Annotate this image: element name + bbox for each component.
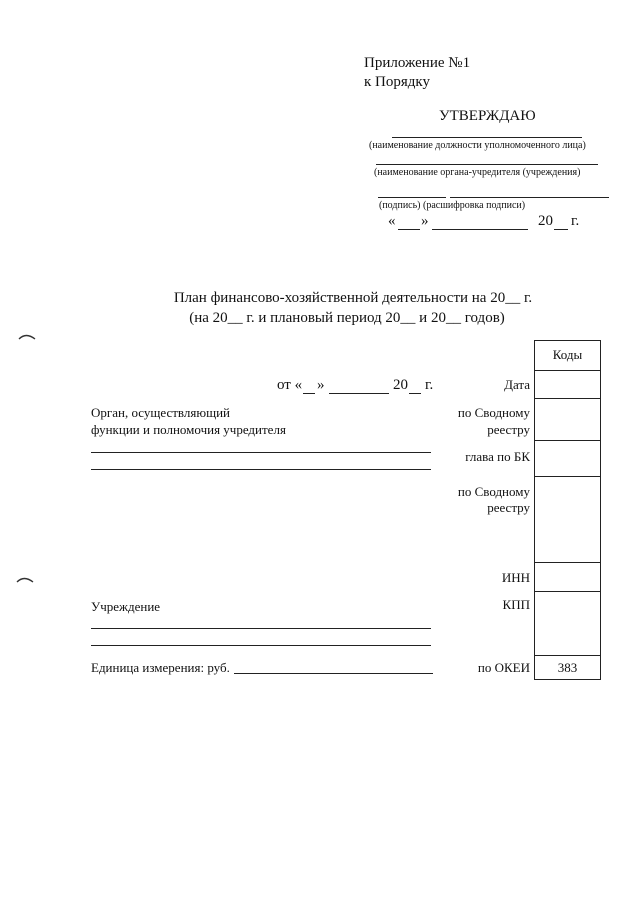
registry-label-1-line-2: реестру xyxy=(487,422,530,437)
okei-label: по ОКЕИ xyxy=(477,660,530,675)
codes-table xyxy=(534,340,601,680)
approval-month-line xyxy=(432,229,528,230)
plan-from-prefix: от « xyxy=(277,377,303,393)
plan-from-year: 20 xyxy=(393,377,408,393)
caption-position: (наименование должности уполномоченного лица) xyxy=(369,140,586,151)
institution-label: Учреждение xyxy=(91,599,161,614)
plan-title-line-2: (на 20__ г. и плановый период 20__ и 20__ годов) xyxy=(189,310,505,326)
plan-year-line xyxy=(409,393,421,394)
organ-line xyxy=(376,164,598,165)
approval-year-line xyxy=(554,229,568,230)
registry-label-2-line-2: реестру xyxy=(487,500,530,515)
codes-row-divider xyxy=(534,562,601,563)
approval-date-open: « xyxy=(388,213,396,229)
approval-date-year-suffix: г. xyxy=(571,213,580,229)
punch-hole-mark xyxy=(18,330,38,344)
okei-value: 383 xyxy=(557,660,578,675)
kpp-label: КПП xyxy=(502,597,530,612)
date-label: Дата xyxy=(504,377,530,392)
codes-row-divider xyxy=(534,591,601,592)
institution-fill-line-1 xyxy=(91,628,431,629)
plan-from-mid: » xyxy=(317,377,325,393)
appendix-line-1: Приложение №1 xyxy=(364,55,471,71)
registry-label-1-line-1: по Сводному xyxy=(457,405,530,420)
unit-label: Единица измерения: руб. xyxy=(91,660,230,675)
organ-label-line-2: функции и полномочия учредителя xyxy=(91,422,286,437)
position-line xyxy=(392,137,582,138)
registry-label-2-line-1: по Сводному xyxy=(457,484,530,499)
inn-label: ИНН xyxy=(501,570,530,585)
approve-title: УТВЕРЖДАЮ xyxy=(439,108,536,124)
punch-hole-mark xyxy=(16,573,36,587)
codes-row-divider xyxy=(534,370,601,371)
approval-date-year: 20 xyxy=(538,213,553,229)
plan-title-line-1: План финансово-хозяйственной деятельности на 20__ г. xyxy=(173,290,533,306)
organ-label-line-1: Орган, осуществляющий xyxy=(91,405,230,420)
bk-label: глава по БК xyxy=(465,449,530,464)
codes-header: Коды xyxy=(552,347,583,362)
organ-fill-line-2 xyxy=(91,469,431,470)
codes-row-divider xyxy=(534,476,601,477)
plan-from-year-suffix: г. xyxy=(425,377,434,393)
caption-signature: (подпись) (расшифровка подписи) xyxy=(379,200,526,211)
signature-line xyxy=(378,197,446,198)
institution-fill-line-2 xyxy=(91,645,431,646)
plan-day-line xyxy=(303,393,315,394)
signature-decode-line xyxy=(450,197,609,198)
codes-row-divider xyxy=(534,655,601,656)
codes-row-divider xyxy=(534,398,601,399)
appendix-line-2: к Порядку xyxy=(364,74,430,90)
caption-organ: (наименование органа-учредителя (учреждения) xyxy=(374,167,581,178)
approval-day-line xyxy=(398,229,420,230)
codes-row-divider xyxy=(534,440,601,441)
plan-month-line xyxy=(329,393,389,394)
approval-date-close: » xyxy=(421,213,429,229)
